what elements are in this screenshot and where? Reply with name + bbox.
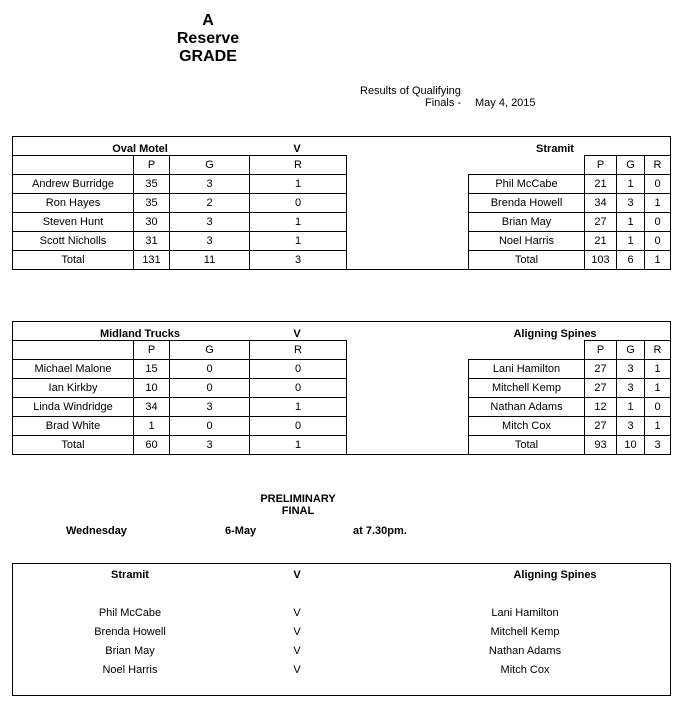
left-header-r: R [249,155,347,175]
prelim-v: V [293,645,301,657]
prelim-date: 6-May [225,525,257,537]
results-caption-line1: Results of Qualifying [360,85,461,97]
right-total-name: Total [468,250,585,270]
right-player-g: 3 [616,416,645,436]
prelim-v-header: V [293,569,301,581]
prelim-v: V [293,607,301,619]
left-player-name: Brad White [12,416,134,436]
left-header-g: G [169,155,250,175]
left-player-g: 3 [169,212,250,232]
prelim-title-line1: PRELIMINARY [260,493,336,505]
right-player-name: Lani Hamilton [468,359,585,379]
left-team-name: Midland Trucks [99,328,181,340]
right-player-p: 27 [584,212,617,232]
left-total-p: 131 [133,250,170,270]
left-player-g: 0 [169,359,250,379]
right-player-name: Mitch Cox [468,416,585,436]
left-player-name: Andrew Burridge [12,174,134,194]
right-total-r: 1 [644,250,671,270]
v-label: V [293,143,301,155]
grade-title-line2: Reserve [176,30,240,47]
right-player-name: Phil McCabe [468,174,585,194]
right-player-p: 27 [584,416,617,436]
right-total-r: 3 [644,435,671,455]
right-player-r: 0 [644,231,671,251]
prelim-right-team: Aligning Spines [513,569,597,581]
left-player-g: 3 [169,397,250,417]
left-player-g: 0 [169,378,250,398]
left-total-name: Total [12,435,134,455]
right-player-g: 3 [616,378,645,398]
right-player-p: 34 [584,193,617,213]
right-player-p: 27 [584,359,617,379]
left-header-p: P [133,340,170,360]
left-player-name: Steven Hunt [12,212,134,232]
right-player-r: 1 [644,193,671,213]
prelim-right-player: Nathan Adams [488,645,562,657]
prelim-right-player: Mitch Cox [500,664,550,676]
left-player-name: Linda Windridge [12,397,134,417]
left-player-g: 3 [169,174,250,194]
prelim-v: V [293,664,301,676]
prelim-title-line2: FINAL [281,505,315,517]
left-player-p: 34 [133,397,170,417]
right-player-g: 1 [616,397,645,417]
left-player-p: 10 [133,378,170,398]
left-player-name: Ian Kirkby [12,378,134,398]
grade-title [148,12,268,66]
left-player-r: 1 [249,231,347,251]
left-team-name: Oval Motel [112,143,168,155]
left-total-g: 11 [169,250,250,270]
left-total-r: 3 [249,250,347,270]
right-player-r: 0 [644,174,671,194]
grade-title-line1: A [202,12,214,29]
left-player-p: 35 [133,193,170,213]
right-player-r: 1 [644,378,671,398]
right-player-name: Nathan Adams [468,397,585,417]
right-header-p: P [584,155,617,175]
right-player-name: Mitchell Kemp [468,378,585,398]
left-player-r: 1 [249,212,347,232]
left-player-p: 31 [133,231,170,251]
left-player-p: 35 [133,174,170,194]
results-caption-date: May 4, 2015 [475,97,536,109]
results-caption-line2: Finals - [425,97,462,109]
right-player-r: 1 [644,359,671,379]
right-total-p: 93 [584,435,617,455]
left-total-g: 3 [169,435,250,455]
left-player-name: Ron Hayes [12,193,134,213]
right-player-g: 1 [616,174,645,194]
right-player-g: 3 [616,359,645,379]
prelim-right-player: Lani Hamilton [491,607,559,619]
right-total-name: Total [468,435,585,455]
left-player-name: Michael Malone [12,359,134,379]
prelim-title [248,493,348,517]
right-team-name: Aligning Spines [513,328,597,340]
left-player-p: 15 [133,359,170,379]
prelim-right-player: Mitchell Kemp [490,626,560,638]
right-player-g: 3 [616,193,645,213]
right-header-r: R [644,155,671,175]
right-header-g: G [616,340,645,360]
right-player-name: Brian May [468,212,585,232]
left-player-r: 1 [249,397,347,417]
grade-title-line3: GRADE [179,48,237,65]
right-player-p: 12 [584,397,617,417]
right-header-g: G [616,155,645,175]
left-player-g: 0 [169,416,250,436]
left-player-r: 0 [249,378,347,398]
right-total-g: 10 [616,435,645,455]
left-player-p: 1 [133,416,170,436]
right-team-name: Stramit [536,143,574,155]
left-player-g: 3 [169,231,250,251]
left-header-g: G [169,340,250,360]
left-player-r: 0 [249,359,347,379]
prelim-left-team: Stramit [111,569,149,581]
left-player-r: 1 [249,174,347,194]
right-player-g: 1 [616,231,645,251]
prelim-v: V [293,626,301,638]
left-player-r: 0 [249,416,347,436]
left-player-p: 30 [133,212,170,232]
left-header-p: P [133,155,170,175]
left-total-p: 60 [133,435,170,455]
left-player-g: 2 [169,193,250,213]
right-player-p: 21 [584,231,617,251]
right-player-p: 21 [584,174,617,194]
prelim-left-player: Brenda Howell [94,626,166,638]
right-header-r: R [644,340,671,360]
right-player-p: 27 [584,378,617,398]
left-total-r: 1 [249,435,347,455]
right-player-name: Noel Harris [468,231,585,251]
right-header-p: P [584,340,617,360]
prelim-left-player: Noel Harris [102,664,158,676]
prelim-time: at 7.30pm. [353,525,407,537]
right-player-g: 1 [616,212,645,232]
prelim-day: Wednesday [66,525,127,537]
right-total-p: 103 [584,250,617,270]
left-player-r: 0 [249,193,347,213]
right-player-r: 0 [644,212,671,232]
right-total-g: 6 [616,250,645,270]
right-player-r: 1 [644,416,671,436]
left-player-name: Scott Nicholls [12,231,134,251]
right-player-r: 0 [644,397,671,417]
left-header-r: R [249,340,347,360]
prelim-left-player: Brian May [105,645,155,657]
right-player-name: Brenda Howell [468,193,585,213]
left-total-name: Total [12,250,134,270]
prelim-left-player: Phil McCabe [98,607,162,619]
v-label: V [293,328,301,340]
